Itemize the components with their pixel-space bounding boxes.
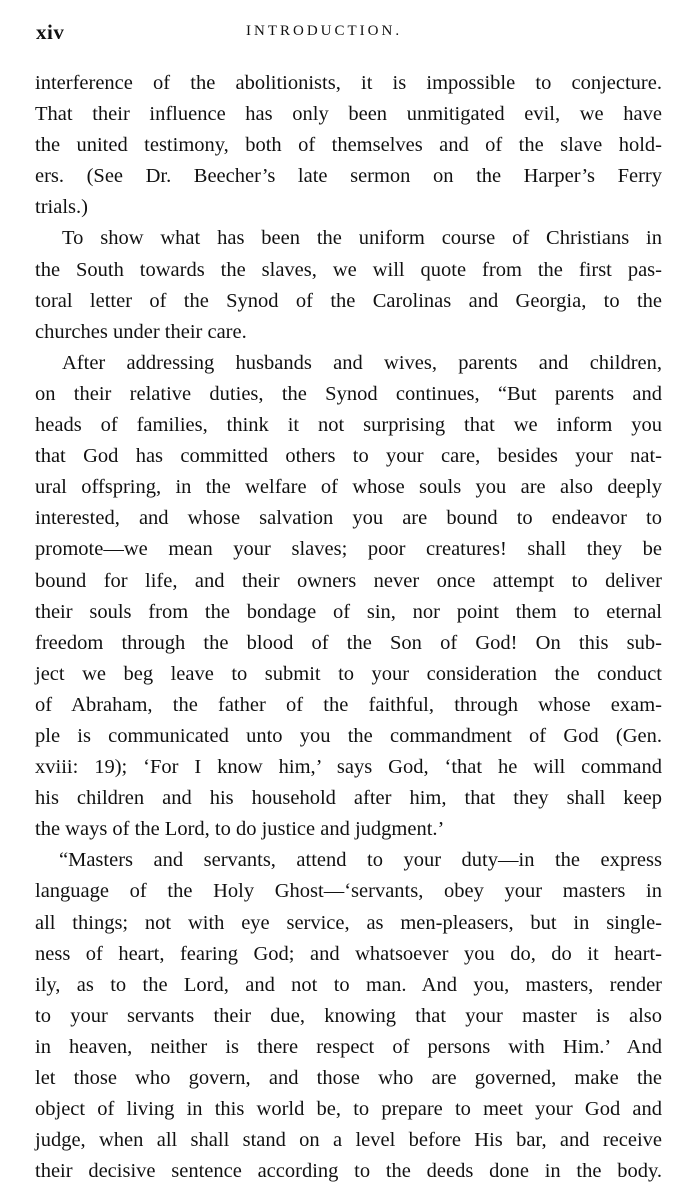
text-line: ural offspring, in the welfare of whose souls you are also deeply — [35, 476, 662, 499]
text-line: their souls from the bondage of sin, nor point them to eternal — [35, 600, 662, 623]
text-line: ness of heart, fearing God; and whatsoever you do, do it heart- — [35, 942, 662, 965]
text-line: heads of families, think it not surprising that we inform you — [35, 414, 662, 437]
text-line: toral letter of the Synod of the Carolinas and Georgia, to the — [35, 289, 662, 312]
text-line: ily, as to the Lord, and not to man. And you, masters, render — [35, 973, 662, 996]
text-line: of Abraham, the father of the faithful, through whose exam- — [35, 693, 662, 716]
text-line: the South towards the slaves, we will quote from the first pas- — [35, 258, 662, 281]
text-line: judge, when all shall stand on a level before His bar, and receive — [35, 1129, 662, 1152]
running-title: INTRODUCTION. — [246, 23, 403, 39]
text-line: the united testimony, both of themselves and of the slave hold- — [35, 134, 662, 157]
text-line: in heaven, neither is there respect of persons with Him.’ And — [35, 1035, 662, 1058]
text-line: xviii: 19); ‘For I know him,’ says God, ‘that he will command — [35, 756, 662, 779]
running-head — [36, 20, 662, 48]
text-line: on their relative duties, the Synod continues, “But parents and — [35, 382, 662, 405]
body-text — [35, 68, 662, 1187]
text-line: his children and his household after him, that they shall keep — [35, 787, 662, 810]
paragraph-first-line: To show what has been the uniform course of Christians in — [62, 227, 662, 250]
text-line: interference of the abolitionists, it is impossible to conjecture. — [35, 72, 662, 94]
text-line: That their influence has only been unmitigated evil, we have — [35, 103, 662, 126]
text-line: to your servants their due, knowing that your master is also — [35, 1004, 662, 1027]
page-number: xiv — [36, 20, 65, 44]
text-line: that God has committed others to your care, besides your nat- — [35, 445, 662, 468]
text-line: freedom through the blood of the Son of God! On this sub- — [35, 631, 662, 654]
text-line: the ways of the Lord, to do justice and judgment.’ — [35, 818, 445, 841]
paragraph-first-line: “Masters and servants, attend to your duty—in the express — [59, 849, 662, 872]
text-line: their decisive sentence according to the deeds done in the body. — [35, 1160, 662, 1183]
text-line: promote—we mean your slaves; poor creatures! shall they be — [35, 538, 662, 561]
text-line: let those who govern, and those who are governed, make the — [35, 1067, 662, 1089]
text-line: ers. (See Dr. Beecher’s late sermon on the Harper’s Ferry — [35, 165, 662, 188]
text-line: ple is communicated unto you the commandment of God (Gen. — [35, 724, 662, 747]
paragraph-first-line: After addressing husbands and wives, parents and children, — [62, 351, 662, 374]
text-line: language of the Holy Ghost—‘servants, obey your masters in — [35, 880, 662, 903]
text-line: churches under their care. — [35, 320, 247, 343]
text-line: all things; not with eye service, as men-pleasers, but in single- — [35, 911, 662, 934]
text-line: object of living in this world be, to prepare to meet your God and — [35, 1098, 662, 1121]
text-line: ject we beg leave to submit to your consideration the conduct — [35, 662, 662, 685]
text-line: interested, and whose salvation you are bound to endeavor to — [35, 507, 662, 530]
text-line: bound for life, and their owners never once attempt to deliver — [35, 569, 662, 592]
text-line: trials.) — [35, 196, 88, 219]
